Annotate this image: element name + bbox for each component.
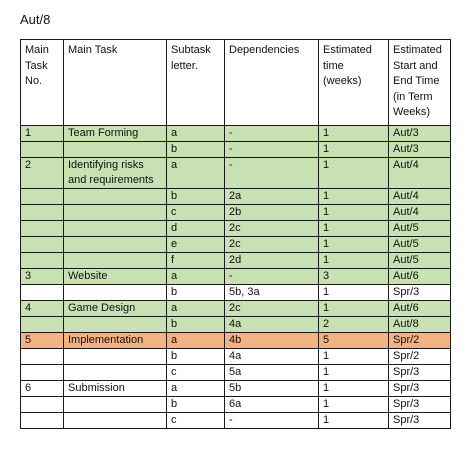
cell-term-weeks: Aut/6 <box>389 269 451 285</box>
cell-dependencies: 4b <box>225 333 319 349</box>
cell-main-task <box>64 237 167 253</box>
table-row <box>21 381 451 397</box>
table-row <box>21 317 451 333</box>
cell-main-task: Identifying risks and requirements <box>64 158 167 189</box>
cell-estimated-time: 1 <box>319 253 389 269</box>
cell-term-weeks: Aut/4 <box>389 205 451 221</box>
cell-main-task: Website <box>64 269 167 285</box>
cell-subtask-letter: d <box>167 221 225 237</box>
cell-subtask-letter: c <box>167 365 225 381</box>
cell-main-task <box>64 205 167 221</box>
cell-term-weeks: Aut/4 <box>389 158 451 189</box>
cell-main-task: Implementation <box>64 333 167 349</box>
cell-estimated-time: 1 <box>319 301 389 317</box>
cell-term-weeks: Spr/2 <box>389 349 451 365</box>
page-heading: Aut/8 <box>20 12 51 27</box>
cell-dependencies: 2a <box>225 189 319 205</box>
cell-estimated-time: 1 <box>319 365 389 381</box>
header-subtask-letter: Subtask letter. <box>167 40 225 126</box>
cell-main-task-no: 6 <box>21 381 64 397</box>
cell-subtask-letter: c <box>167 205 225 221</box>
cell-main-task: Submission <box>64 381 167 397</box>
cell-subtask-letter: b <box>167 285 225 301</box>
header-estimated-time: Estimated time (weeks) <box>319 40 389 126</box>
cell-main-task-no <box>21 237 64 253</box>
cell-main-task-no <box>21 285 64 301</box>
table-row <box>21 301 451 317</box>
cell-dependencies: - <box>225 142 319 158</box>
cell-estimated-time: 1 <box>319 397 389 413</box>
cell-main-task <box>64 397 167 413</box>
header-dependencies: Dependencies <box>225 40 319 126</box>
table-row <box>21 413 451 429</box>
cell-dependencies: - <box>225 158 319 189</box>
table-row <box>21 333 451 349</box>
table-body <box>21 126 451 429</box>
cell-main-task-no <box>21 349 64 365</box>
cell-estimated-time: 1 <box>319 142 389 158</box>
cell-main-task-no <box>21 365 64 381</box>
cell-estimated-time: 1 <box>319 126 389 142</box>
cell-main-task-no <box>21 413 64 429</box>
table-row <box>21 349 451 365</box>
cell-dependencies: 2c <box>225 237 319 253</box>
cell-subtask-letter: c <box>167 413 225 429</box>
table-row <box>21 189 451 205</box>
cell-dependencies: 5b <box>225 381 319 397</box>
cell-main-task <box>64 413 167 429</box>
table-row <box>21 126 451 142</box>
cell-estimated-time: 1 <box>319 221 389 237</box>
cell-term-weeks: Spr/2 <box>389 333 451 349</box>
cell-main-task <box>64 285 167 301</box>
cell-main-task <box>64 253 167 269</box>
cell-estimated-time: 1 <box>319 413 389 429</box>
table-row <box>21 365 451 381</box>
cell-dependencies: - <box>225 413 319 429</box>
cell-dependencies: 2c <box>225 301 319 317</box>
cell-main-task: Game Design <box>64 301 167 317</box>
cell-dependencies: 2c <box>225 221 319 237</box>
cell-term-weeks: Aut/3 <box>389 142 451 158</box>
cell-subtask-letter: a <box>167 126 225 142</box>
cell-main-task-no: 5 <box>21 333 64 349</box>
cell-main-task <box>64 349 167 365</box>
table-row <box>21 205 451 221</box>
cell-main-task <box>64 221 167 237</box>
cell-estimated-time: 1 <box>319 205 389 221</box>
cell-subtask-letter: b <box>167 189 225 205</box>
cell-main-task <box>64 142 167 158</box>
cell-dependencies: 6a <box>225 397 319 413</box>
cell-term-weeks: Spr/3 <box>389 381 451 397</box>
cell-dependencies: 2b <box>225 205 319 221</box>
cell-subtask-letter: a <box>167 333 225 349</box>
cell-subtask-letter: f <box>167 253 225 269</box>
cell-subtask-letter: e <box>167 237 225 253</box>
cell-estimated-time: 3 <box>319 269 389 285</box>
table-row <box>21 142 451 158</box>
cell-subtask-letter: b <box>167 349 225 365</box>
cell-subtask-letter: a <box>167 301 225 317</box>
header-estimated-start-end: Estimated Start and End Time (in Term Weeks) <box>389 40 451 126</box>
cell-estimated-time: 1 <box>319 285 389 301</box>
cell-main-task <box>64 189 167 205</box>
cell-main-task-no <box>21 317 64 333</box>
cell-subtask-letter: a <box>167 269 225 285</box>
cell-main-task <box>64 365 167 381</box>
table-row <box>21 269 451 285</box>
table-row <box>21 285 451 301</box>
cell-subtask-letter: a <box>167 158 225 189</box>
cell-estimated-time: 1 <box>319 189 389 205</box>
table-row <box>21 397 451 413</box>
header-main-task: Main Task <box>64 40 167 126</box>
cell-main-task-no: 3 <box>21 269 64 285</box>
cell-term-weeks: Aut/8 <box>389 317 451 333</box>
cell-estimated-time: 2 <box>319 317 389 333</box>
table-header-row <box>21 40 451 126</box>
task-plan-table <box>20 39 451 429</box>
cell-term-weeks: Spr/3 <box>389 413 451 429</box>
cell-subtask-letter: b <box>167 142 225 158</box>
table-row <box>21 158 451 189</box>
cell-main-task-no <box>21 397 64 413</box>
cell-estimated-time: 1 <box>319 349 389 365</box>
cell-dependencies: 5b, 3a <box>225 285 319 301</box>
header-main-task-no: Main Task No. <box>21 40 64 126</box>
cell-estimated-time: 1 <box>319 381 389 397</box>
cell-dependencies: 4a <box>225 317 319 333</box>
cell-term-weeks: Spr/3 <box>389 397 451 413</box>
cell-subtask-letter: b <box>167 317 225 333</box>
cell-main-task-no <box>21 189 64 205</box>
cell-term-weeks: Aut/6 <box>389 301 451 317</box>
cell-main-task-no: 2 <box>21 158 64 189</box>
cell-main-task-no: 1 <box>21 126 64 142</box>
cell-term-weeks: Spr/3 <box>389 285 451 301</box>
cell-estimated-time: 1 <box>319 158 389 189</box>
cell-dependencies: 4a <box>225 349 319 365</box>
cell-subtask-letter: b <box>167 397 225 413</box>
table-row <box>21 221 451 237</box>
table-row <box>21 253 451 269</box>
cell-term-weeks: Aut/3 <box>389 126 451 142</box>
cell-term-weeks: Aut/5 <box>389 221 451 237</box>
cell-term-weeks: Spr/3 <box>389 365 451 381</box>
cell-main-task <box>64 317 167 333</box>
cell-term-weeks: Aut/5 <box>389 237 451 253</box>
cell-estimated-time: 1 <box>319 237 389 253</box>
cell-estimated-time: 5 <box>319 333 389 349</box>
cell-main-task-no: 4 <box>21 301 64 317</box>
cell-main-task-no <box>21 253 64 269</box>
cell-term-weeks: Aut/4 <box>389 189 451 205</box>
cell-main-task-no <box>21 142 64 158</box>
cell-main-task: Team Forming <box>64 126 167 142</box>
cell-subtask-letter: a <box>167 381 225 397</box>
cell-main-task-no <box>21 205 64 221</box>
cell-dependencies: 2d <box>225 253 319 269</box>
cell-main-task-no <box>21 221 64 237</box>
cell-dependencies: - <box>225 126 319 142</box>
cell-dependencies: - <box>225 269 319 285</box>
cell-term-weeks: Aut/5 <box>389 253 451 269</box>
cell-dependencies: 5a <box>225 365 319 381</box>
table-row <box>21 237 451 253</box>
